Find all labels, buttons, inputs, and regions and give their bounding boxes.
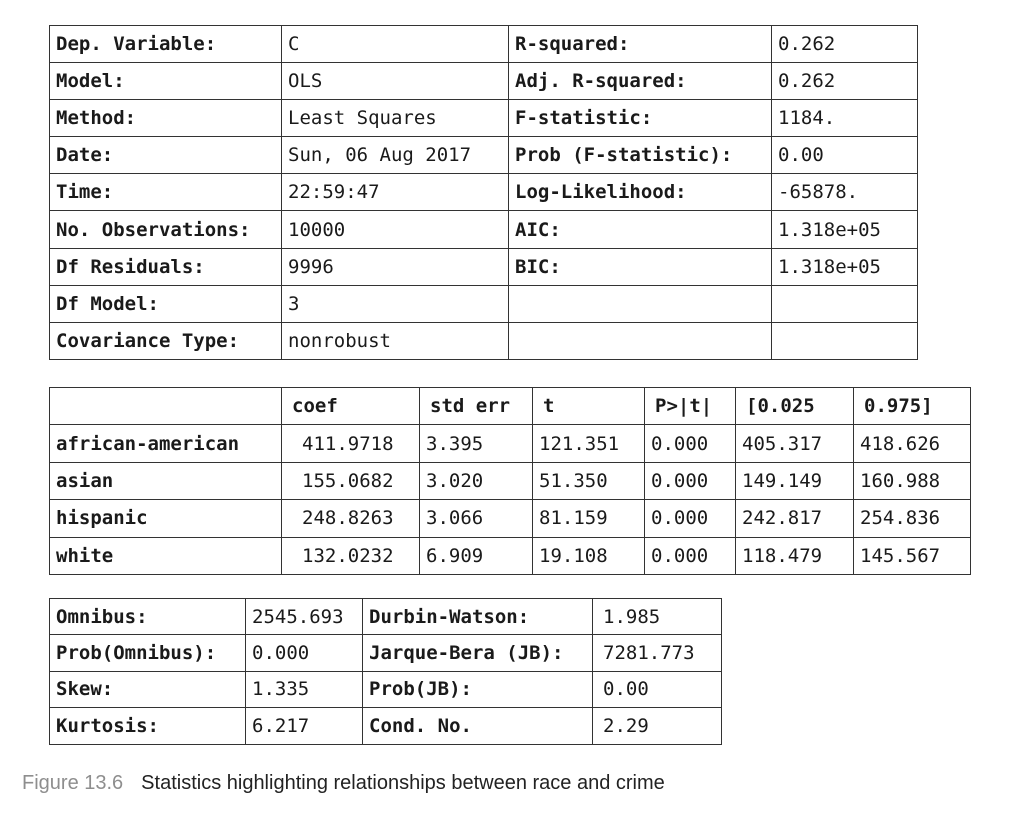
- coef-cell: 145.567: [854, 537, 971, 574]
- stat-label: Log-Likelihood:: [509, 174, 772, 211]
- column-header: coef: [282, 388, 420, 425]
- stat-value: Least Squares: [282, 100, 509, 137]
- coef-header-row: [50, 388, 971, 425]
- stat-label: Adj. R-squared:: [509, 63, 772, 100]
- coef-cell: 0.000: [645, 537, 736, 574]
- coef-cell: 132.0232: [282, 537, 420, 574]
- stat-label: Covariance Type:: [50, 322, 282, 359]
- stat-value: 1.318e+05: [772, 211, 918, 248]
- coef-cell: 160.988: [854, 462, 971, 499]
- column-header: [50, 388, 282, 425]
- diagnostics-row: [50, 635, 722, 671]
- summary-row: [50, 137, 918, 174]
- stat-value: 22:59:47: [282, 174, 509, 211]
- diag-value: 2545.693: [246, 599, 363, 635]
- summary-row: [50, 100, 918, 137]
- diag-label: Jarque-Bera (JB):: [363, 635, 593, 671]
- diagnostics-row: [50, 708, 722, 744]
- column-header: t: [533, 388, 645, 425]
- figure-caption: [22, 772, 665, 795]
- diag-label: Prob(Omnibus):: [50, 635, 246, 671]
- figure-number: Figure 13.6: [22, 772, 124, 794]
- coef-cell: 3.020: [420, 462, 533, 499]
- diag-value: 2.29: [593, 708, 722, 744]
- stat-value: 1184.: [772, 100, 918, 137]
- coef-cell: 254.836: [854, 500, 971, 537]
- coef-cell: 155.0682: [282, 462, 420, 499]
- coef-cell: 149.149: [736, 462, 854, 499]
- coef-row: [50, 425, 971, 462]
- diag-value: 1.335: [246, 671, 363, 707]
- variable-name: african-american: [50, 425, 282, 462]
- coef-cell: 0.000: [645, 462, 736, 499]
- stat-label: Prob (F-statistic):: [509, 137, 772, 174]
- diag-label: Skew:: [50, 671, 246, 707]
- stat-label: R-squared:: [509, 26, 772, 63]
- stat-label: AIC:: [509, 211, 772, 248]
- coef-cell: 3.066: [420, 500, 533, 537]
- diag-value: 1.985: [593, 599, 722, 635]
- coef-row: [50, 537, 971, 574]
- summary-row: [50, 211, 918, 248]
- stat-label: [509, 322, 772, 359]
- stat-label: Df Residuals:: [50, 248, 282, 285]
- stat-value: nonrobust: [282, 322, 509, 359]
- column-header: [0.025: [736, 388, 854, 425]
- column-header: std err: [420, 388, 533, 425]
- stat-value: 10000: [282, 211, 509, 248]
- diag-label: Kurtosis:: [50, 708, 246, 744]
- diagnostics-row: [50, 599, 722, 635]
- stat-label: Date:: [50, 137, 282, 174]
- stat-value: 9996: [282, 248, 509, 285]
- caption-text: Statistics highlighting relationships between race and crime: [141, 772, 665, 794]
- diag-value: 0.00: [593, 671, 722, 707]
- coefficients-table: [49, 387, 971, 575]
- summary-row: [50, 248, 918, 285]
- stat-label: Time:: [50, 174, 282, 211]
- coef-cell: 121.351: [533, 425, 645, 462]
- stat-label: F-statistic:: [509, 100, 772, 137]
- column-header: 0.975]: [854, 388, 971, 425]
- regression-summary-table: [49, 25, 918, 360]
- stat-label: BIC:: [509, 248, 772, 285]
- coef-cell: 418.626: [854, 425, 971, 462]
- stat-value: [772, 285, 918, 322]
- stat-label: [509, 285, 772, 322]
- coef-cell: 411.9718: [282, 425, 420, 462]
- stat-label: Dep. Variable:: [50, 26, 282, 63]
- stat-value: C: [282, 26, 509, 63]
- diag-value: 0.000: [246, 635, 363, 671]
- coef-cell: 19.108: [533, 537, 645, 574]
- variable-name: white: [50, 537, 282, 574]
- column-header: P>|t|: [645, 388, 736, 425]
- summary-row: [50, 26, 918, 63]
- diag-value: 6.217: [246, 708, 363, 744]
- diag-label: Durbin-Watson:: [363, 599, 593, 635]
- coef-cell: 3.395: [420, 425, 533, 462]
- coef-cell: 0.000: [645, 500, 736, 537]
- diag-label: Cond. No.: [363, 708, 593, 744]
- diagnostics-row: [50, 671, 722, 707]
- variable-name: asian: [50, 462, 282, 499]
- stat-value: [772, 322, 918, 359]
- coef-cell: 405.317: [736, 425, 854, 462]
- diag-value: 7281.773: [593, 635, 722, 671]
- coef-cell: 248.8263: [282, 500, 420, 537]
- coef-row: [50, 462, 971, 499]
- coef-cell: 242.817: [736, 500, 854, 537]
- summary-row: [50, 63, 918, 100]
- coef-cell: 6.909: [420, 537, 533, 574]
- stat-label: Model:: [50, 63, 282, 100]
- stat-value: 0.00: [772, 137, 918, 174]
- coef-row: [50, 500, 971, 537]
- stat-value: 0.262: [772, 26, 918, 63]
- stat-label: No. Observations:: [50, 211, 282, 248]
- coef-cell: 81.159: [533, 500, 645, 537]
- summary-row: [50, 322, 918, 359]
- stat-value: OLS: [282, 63, 509, 100]
- coef-cell: 51.350: [533, 462, 645, 499]
- stat-value: 3: [282, 285, 509, 322]
- coef-cell: 118.479: [736, 537, 854, 574]
- stat-label: Method:: [50, 100, 282, 137]
- stat-value: Sun, 06 Aug 2017: [282, 137, 509, 174]
- stat-value: 1.318e+05: [772, 248, 918, 285]
- diagnostics-table: [49, 598, 722, 745]
- coef-cell: 0.000: [645, 425, 736, 462]
- stat-label: Df Model:: [50, 285, 282, 322]
- variable-name: hispanic: [50, 500, 282, 537]
- summary-row: [50, 174, 918, 211]
- summary-row: [50, 285, 918, 322]
- diag-label: Prob(JB):: [363, 671, 593, 707]
- stat-value: -65878.: [772, 174, 918, 211]
- diag-label: Omnibus:: [50, 599, 246, 635]
- stat-value: 0.262: [772, 63, 918, 100]
